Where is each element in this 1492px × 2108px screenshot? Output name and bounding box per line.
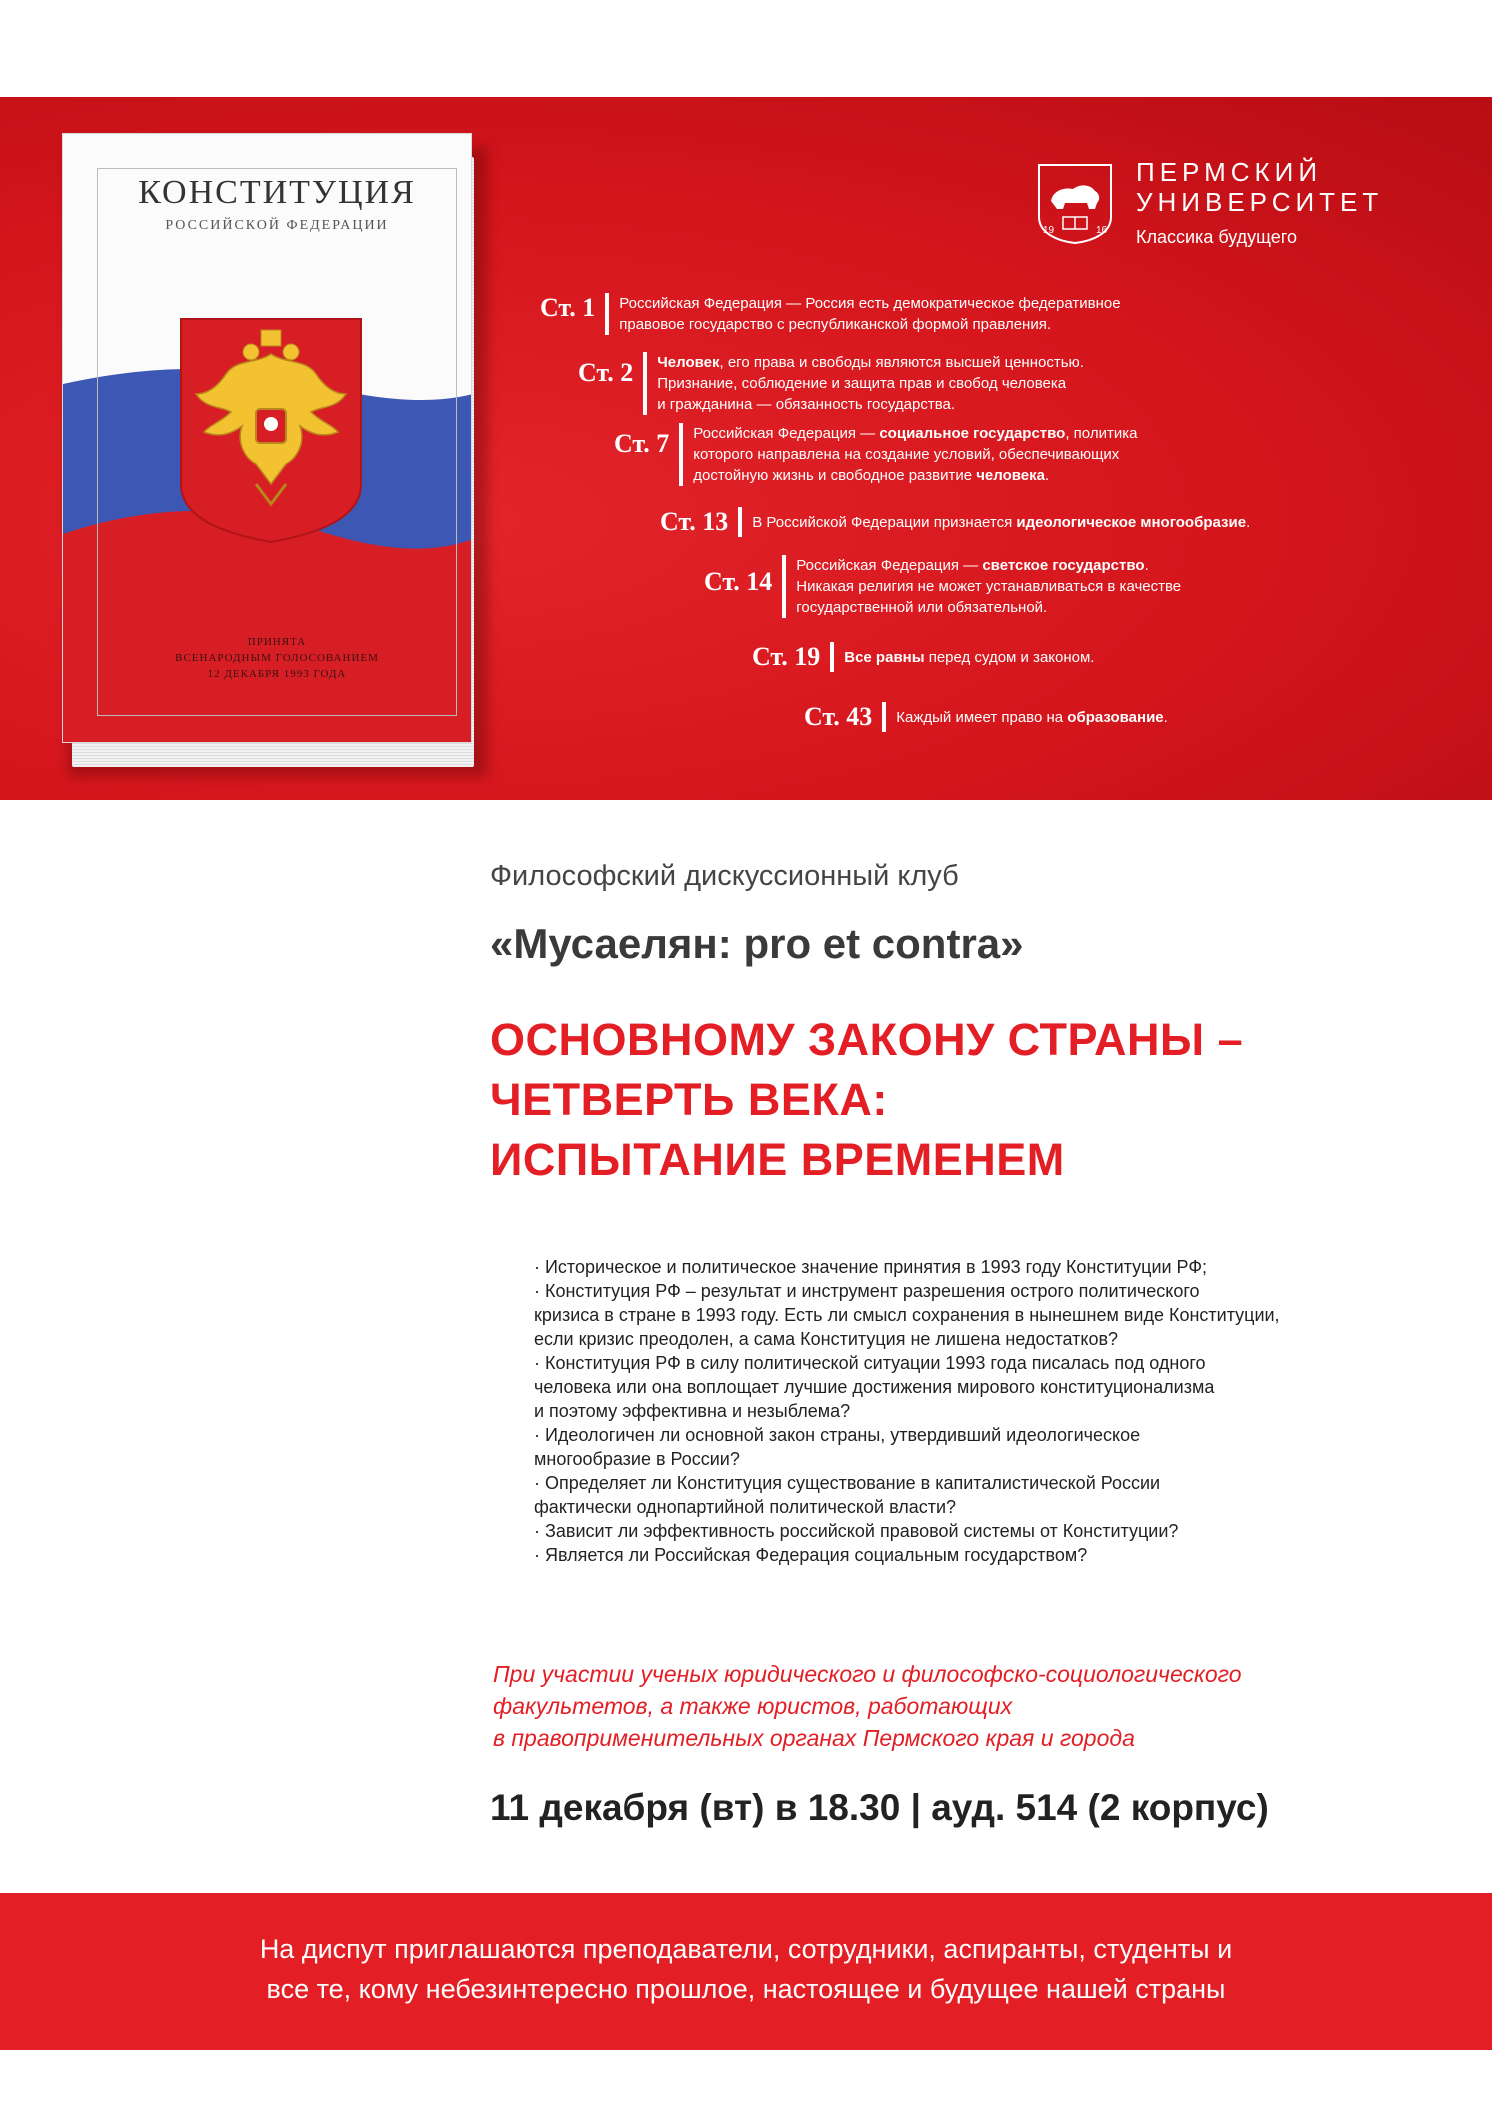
article-number: Ст. 19 (752, 642, 821, 671)
discussion-questions (534, 1255, 1280, 1567)
book-title: КОНСТИТУЦИЯ (138, 174, 416, 211)
question-line: · Зависит ли эффективность российской правовой системы от Конституции? (534, 1521, 1179, 1541)
article-number: Ст. 7 (614, 429, 670, 458)
question-line: многообразие в России? (534, 1449, 740, 1469)
article-1 (540, 293, 1121, 335)
article-text: Российская Федерация — социальное государство, политика которого направлена на создание условий, обеспечивающих достойную жизнь и свободное развитие человека. (693, 425, 1138, 484)
article-number: Ст. 13 (660, 507, 729, 536)
club-name: «Мусаелян: pro et contra» (490, 920, 1024, 967)
article-number: Ст. 14 (704, 567, 773, 596)
article-divider (782, 555, 786, 618)
article-text: Российская Федерация — Россия есть демократическое федеративное правовое государство с республиканской формой правления. (619, 295, 1121, 333)
question-line: и поэтому эффективна и незыблема? (534, 1401, 851, 1421)
article-number: Ст. 43 (804, 702, 873, 731)
question-line: · Конституция РФ – результат и инструмент разрешения острого политического (534, 1281, 1200, 1301)
article-text: Российская Федерация — светское государство. Никакая религия не может устанавливаться в качестве государственной или обязательной. (796, 557, 1182, 616)
article-13 (660, 507, 1250, 537)
article-divider (605, 293, 609, 335)
question-line: · Конституция РФ в силу политической ситуации 1993 года писалась под одного (534, 1353, 1206, 1373)
article-divider (830, 642, 834, 672)
article-divider (679, 423, 683, 486)
question-line: · Определяет ли Конституция существование в капиталистической России (534, 1473, 1161, 1493)
question-line: · Является ли Российская Федерация социальным государством? (534, 1545, 1088, 1565)
club-description: Философский дискуссионный клуб (490, 860, 959, 892)
question-line: · Историческое и политическое значение принятия в 1993 году Конституции РФ; (534, 1257, 1208, 1277)
logo-year-left: 19 (1043, 225, 1055, 236)
question-line: фактически однопартийной политической власти? (534, 1497, 957, 1517)
question-line: · Идеологичен ли основной закон страны, утвердивший идеологическое (534, 1425, 1141, 1445)
university-name: ПЕРМСКИЙ УНИВЕРСИТЕТ (1136, 157, 1384, 217)
book-subtitle: РОССИЙСКОЙ ФЕДЕРАЦИИ (165, 218, 389, 233)
invitation-footer: На диспут приглашаются преподаватели, сотрудники, аспиранты, студенты и все те, кому небезинтересно прошлое, настоящее и будущее нашей страны (0, 1893, 1492, 2050)
article-14 (704, 555, 1181, 618)
question-line: кризиса в стране в 1993 году. Есть ли смысл сохранения в нынешнем виде Конституции, (534, 1305, 1280, 1325)
article-text: В Российской Федерации признается идеологическое многообразие. (752, 514, 1251, 531)
question-line: человека или она воплощает лучшие достижения мирового конституционализма (534, 1377, 1215, 1397)
participants-note: При участии ученых юридического и философско-социологического факультетов, а также юристов, работающих в правоприменительных органах Пермского края и города (493, 1661, 1242, 1751)
article-43 (804, 702, 1168, 732)
logo-year-right: 16 (1096, 225, 1108, 236)
coat-of-arms-icon (176, 314, 366, 544)
event-date-location: 11 декабря (вт) в 18.30 | ауд. 514 (2 корпус) (490, 1787, 1269, 1828)
article-2 (578, 352, 1084, 415)
article-7 (614, 423, 1137, 486)
article-number: Ст. 2 (578, 358, 634, 387)
university-tagline: Классика будущего (1136, 227, 1297, 247)
question-line: если кризис преодолен, а сама Конституция не лишена недостатков? (534, 1329, 1119, 1349)
article-text: Каждый имеет право на образование. (896, 709, 1168, 726)
constitution-book (62, 133, 472, 743)
book-adoption-note: ПРИНЯТА ВСЕНАРОДНЫМ ГОЛОСОВАНИЕМ 12 ДЕКАБРЯ 1993 ГОДА (175, 636, 379, 680)
event-headline: ОСНОВНОМУ ЗАКОНУ СТРАНЫ – ЧЕТВЕРТЬ ВЕКА: ИСПЫТАНИЕ ВРЕМЕНЕМ (490, 1014, 1244, 1185)
article-divider (738, 507, 742, 537)
constitution-banner (0, 97, 1492, 800)
article-divider (643, 352, 647, 415)
article-19 (752, 642, 1094, 672)
article-divider (882, 702, 886, 732)
article-number: Ст. 1 (540, 293, 596, 322)
article-text: Все равны перед судом и законом. (844, 649, 1095, 666)
article-text: Человек, его права и свободы являются высшей ценностью. Признание, соблюдение и защита прав и свобод человека и гражданина — обязанность государства. (657, 354, 1084, 413)
